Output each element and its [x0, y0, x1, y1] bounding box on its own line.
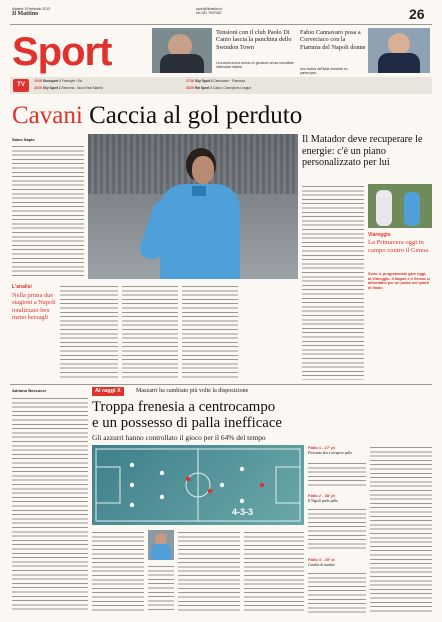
tv-time: 18:00	[186, 86, 195, 90]
bottom-text-col5	[244, 530, 304, 612]
tv-channel: Eurosport 2	[43, 79, 61, 83]
date-line: Martedì 19 febbraio 2013	[12, 7, 50, 11]
tv-icon	[13, 79, 29, 92]
main-text-col3	[122, 284, 178, 380]
tv-time: 16:00	[34, 86, 43, 90]
bottom-text-col3	[148, 564, 174, 612]
tv-row-4	[186, 86, 296, 90]
viareggio-box	[368, 184, 432, 380]
bottom-rule	[10, 384, 432, 385]
tv-time: 15:00	[34, 79, 43, 83]
sidebar-headline: Il Matador deve recuperare le energie: c'è un piano personalizzato per lui	[302, 134, 423, 169]
bottom-text-col4	[178, 530, 240, 612]
pitch-tag: 4-3-3	[232, 507, 254, 517]
note-text-2: Il Napoli perde palla	[308, 499, 338, 503]
bottom-byline: Adriano Beccucci	[12, 388, 46, 393]
bottom-text-col2	[92, 530, 144, 612]
teaser-sub-1: La società aveva ceduto un giocatore senza consultare l'allenatore italiano	[216, 61, 294, 69]
viareggio-title: La Primavera oggi in campo contro il Genoa	[368, 239, 429, 254]
tv-channel: Rai Sport 2	[195, 86, 212, 90]
note-fill-1	[308, 461, 366, 487]
cavani-photo	[88, 134, 298, 279]
bottom-headline-2: e un possesso di palla inefficace	[92, 415, 282, 431]
notes-column	[308, 445, 366, 613]
bottom-headline-1: Troppa frenesia a centrocampo	[92, 399, 276, 415]
note-fill-3	[308, 571, 366, 613]
tv-row-1	[34, 79, 129, 83]
note-text-3: Cambio di modulo	[308, 563, 335, 567]
raggi-kicker: Ai raggi X	[95, 388, 121, 394]
analysis-label: L'analisi	[12, 284, 32, 290]
bottom-text-col6	[370, 445, 432, 613]
analysis-text: Nella prima due stagioni a Napoli totalizzato ben meno bersagli	[12, 292, 56, 322]
headline-red: Cavani	[12, 102, 83, 129]
tv-label: TV	[17, 82, 25, 88]
site-line-2: fax 081 7947000	[196, 11, 222, 15]
tv-show: Freestyle / Sci	[61, 79, 83, 83]
tv-show: Calcio: Champions League	[212, 86, 252, 90]
teaser-text-1: Tensioni con il club Paolo Di Canio lascia la panchina dello Swindon Town	[216, 29, 292, 51]
viareggio-photo	[368, 184, 432, 228]
teaser-photo-2	[368, 28, 430, 73]
note-label-1: Fatto 1 - 27' pt	[308, 445, 335, 450]
site-line-1: sport@ilmattino.it	[196, 7, 223, 11]
viareggio-text: Sono le programmate gare oggi, al Viareggio. Il Napoli e il Genoa si affrontano per un posto nei quarti di finale.	[368, 272, 430, 290]
teaser-photo-1	[152, 28, 212, 73]
player-photo	[148, 530, 174, 560]
tv-channel: Sky Sport 2	[195, 79, 213, 83]
sidebar-text-col1	[302, 184, 364, 380]
masthead-rule	[10, 24, 432, 25]
note-label-2: Fatto 2 - 38' pt	[308, 493, 335, 498]
main-text-col1	[12, 144, 84, 278]
main-text-col4	[182, 284, 238, 380]
note-text-1: Pressione alta e recupero palla	[308, 451, 352, 455]
viareggio-kicker: Viareggio	[368, 232, 391, 238]
tv-channel: Sky Sport 1	[43, 86, 61, 90]
teaser-sub-2: Una replica dell'Italia mondiale ex-partenopeo...	[300, 67, 349, 75]
bottom-text-col1	[12, 396, 88, 610]
paper-name: Il Mattino	[12, 11, 39, 17]
bottom-subhead: Gli azzurri hanno controllato il gioco per il 64% del tempo	[92, 433, 266, 442]
raggi-tag	[92, 387, 124, 396]
tv-show: Ravenna - Nuvo Real Madrid	[61, 86, 103, 90]
pitch-lines	[92, 445, 304, 525]
main-text-col2	[60, 284, 118, 380]
tv-row-3	[186, 79, 296, 83]
page-number: 26	[409, 6, 425, 22]
tv-time: 17:30	[186, 79, 195, 83]
teaser-text-2: Fabio Cannavaro posa a Corveciaco con la Fiamma del Napoli donne	[300, 29, 366, 51]
section-title: Sport	[12, 30, 112, 74]
tv-row-2	[34, 86, 129, 90]
headline-black: Caccia al gol perduto	[89, 102, 303, 129]
pitch-graphic	[92, 445, 304, 525]
raggi-dek: Mazzarri ha cambiato più volte la disposizione	[136, 388, 249, 394]
note-label-3: Fatto 3 - 25' st	[308, 557, 335, 562]
main-headline	[12, 102, 302, 130]
note-fill-2	[308, 507, 366, 551]
main-byline: Salvo Sapio	[12, 137, 35, 142]
tv-show: Cannavaro · Piacenza	[213, 79, 246, 83]
